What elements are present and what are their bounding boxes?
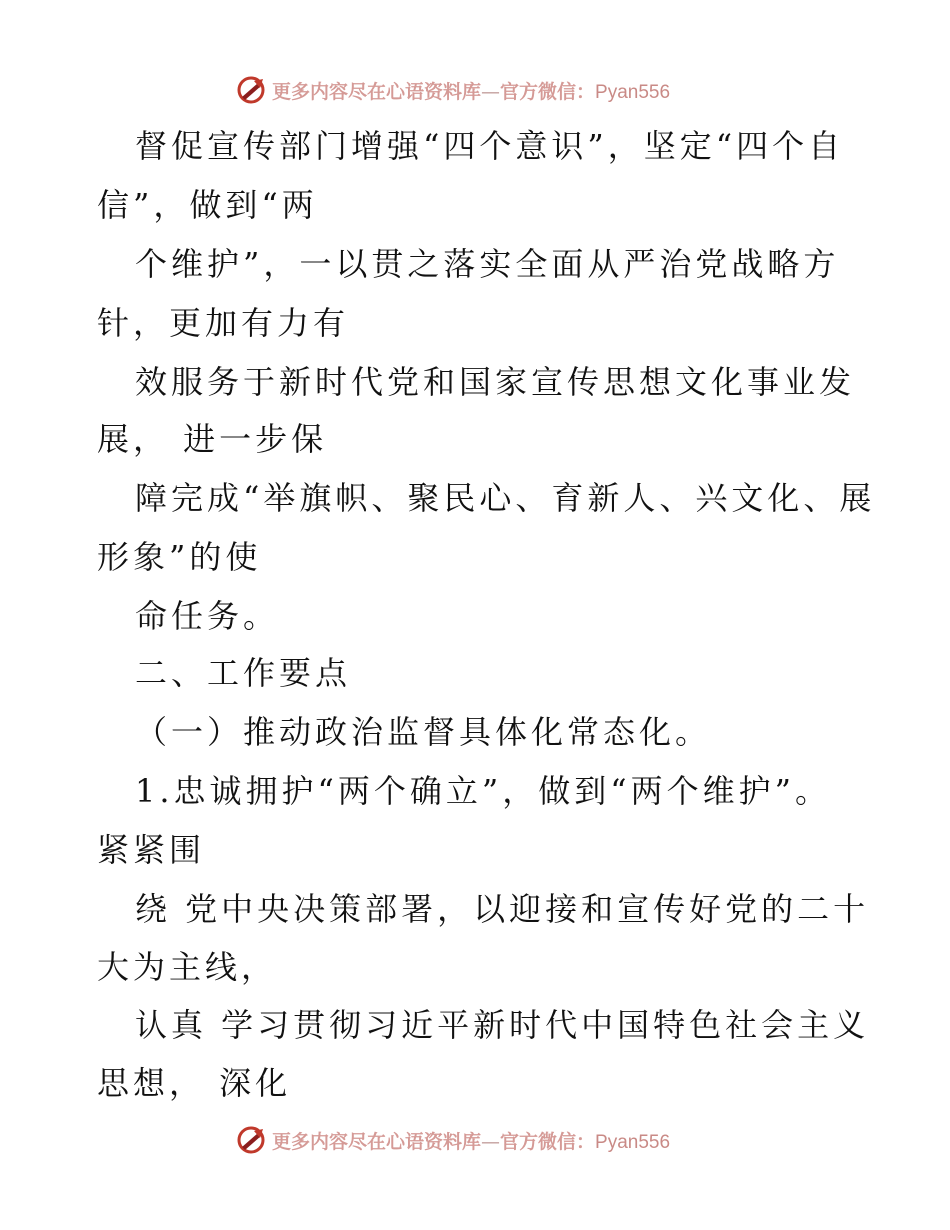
watermark-wechat-id: Pyan556 xyxy=(595,81,671,103)
body-line: 展， 进一步保 xyxy=(97,420,328,458)
body-line: 信”，做到“两 xyxy=(97,186,318,224)
watermark-separator: — xyxy=(481,80,501,103)
body-line: 紧紧围 xyxy=(97,831,206,869)
body-line: 形象”的使 xyxy=(97,538,262,576)
section-heading: 二、工作要点 xyxy=(135,654,352,692)
watermark-wechat-label: 官方微信： xyxy=(500,1130,596,1153)
body-line: 大为主线， xyxy=(97,948,278,986)
red-circle-pen-logo-icon xyxy=(236,1125,266,1155)
body-line: 思想， 深化 xyxy=(97,1064,292,1102)
watermark-site-text: 更多内容尽在心语资料库 xyxy=(272,80,482,103)
footer-watermark xyxy=(236,1122,756,1158)
body-line: 障完成“举旗帜、聚民心、育新人、兴文化、展 xyxy=(135,479,876,517)
body-line: 效服务于新时代党和国家宣传思想文化事业发 xyxy=(135,363,856,401)
body-line: 认真 学习贯彻习近平新时代中国特色社会主义 xyxy=(135,1006,870,1044)
body-line: 1.忠诚拥护“两个确立”，做到“两个维护”。 xyxy=(135,772,831,810)
watermark-text xyxy=(272,1127,670,1154)
body-line: 针，更加有力有 xyxy=(97,304,350,342)
watermark-separator: — xyxy=(481,1130,501,1153)
watermark-wechat-label: 官方微信： xyxy=(500,80,596,103)
body-line: 绕 党中央决策部署，以迎接和宣传好党的二十 xyxy=(135,890,870,928)
body-line: 命任务。 xyxy=(135,597,280,635)
body-line: 个维护”，一以贯之落实全面从严治党战略方 xyxy=(135,245,840,283)
subsection-heading: （一）推动政治监督具体化常态化。 xyxy=(135,713,712,751)
body-line: 督促宣传部门增强“四个意识”，坚定“四个自 xyxy=(135,127,845,165)
watermark-site-text: 更多内容尽在心语资料库 xyxy=(272,1130,482,1153)
watermark-wechat-id: Pyan556 xyxy=(595,1131,671,1153)
